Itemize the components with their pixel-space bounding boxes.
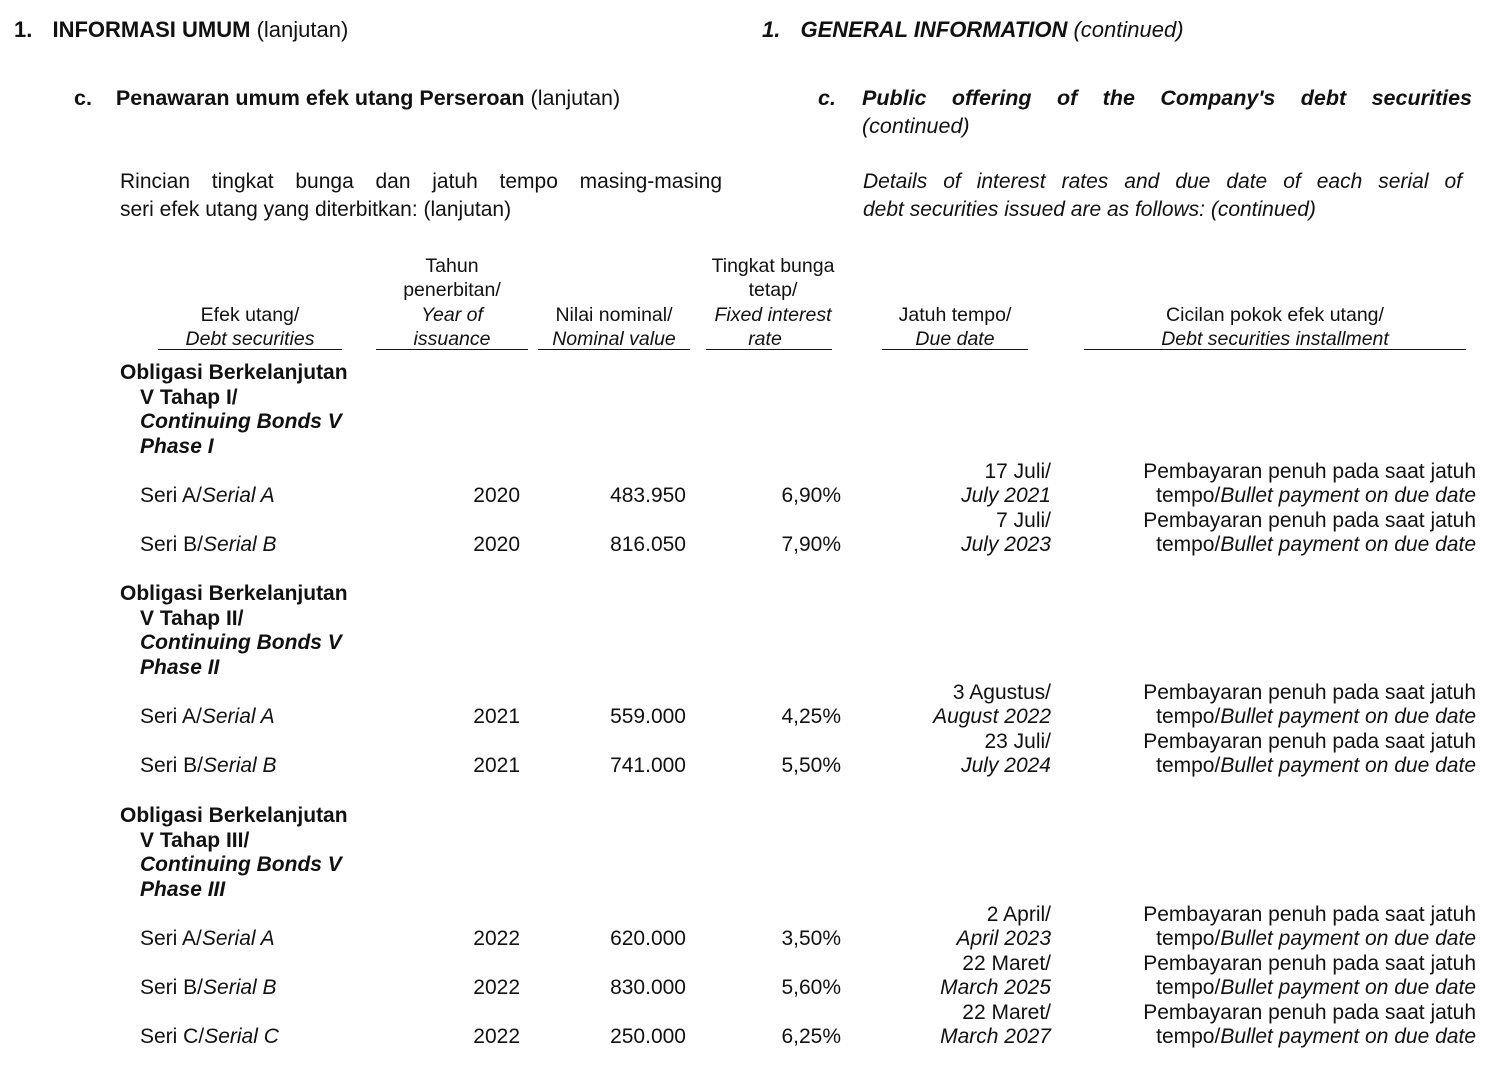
series-en: Serial A <box>201 927 275 950</box>
interest-rate: 6,90% <box>781 484 841 507</box>
due-date-id: 17 Juli/ <box>984 459 1051 483</box>
interest-rate: 4,25% <box>781 705 841 728</box>
interest-rate: 5,50% <box>781 754 841 778</box>
due-date-en: July 2024 <box>961 754 1051 778</box>
nominal-value: 559.000 <box>610 705 686 728</box>
issuance-year: 2021 <box>473 705 520 728</box>
col-underline <box>158 349 342 350</box>
installment-en <box>1080 484 1476 509</box>
section-heading-id <box>14 17 348 43</box>
installment-bullet: Bullet payment on due date <box>1220 927 1476 950</box>
group-title-en: Continuing Bonds V <box>140 631 342 654</box>
installment-id: Pembayaran penuh pada saat jatuh <box>1143 680 1476 704</box>
issuance-year: 2022 <box>473 976 520 1000</box>
due-date-en: August 2022 <box>933 705 1051 728</box>
col-installment-id: Cicilan pokok efek utang/ <box>1166 304 1384 326</box>
installment-bullet: Bullet payment on due date <box>1220 976 1476 1000</box>
group-title-en: Continuing Bonds V <box>140 410 342 433</box>
interest-rate: 6,25% <box>781 1025 841 1049</box>
series-name <box>140 754 277 779</box>
series-en: Serial B <box>203 754 277 778</box>
col-year-id-1: Tahun <box>425 255 479 277</box>
col-rate-id-2: tetap/ <box>748 279 798 301</box>
installment-en <box>1080 754 1476 779</box>
intro-line-1-en: Details of interest rates and due date of each serial of <box>863 170 1462 193</box>
installment-bullet: Bullet payment on due date <box>1220 533 1476 557</box>
nominal-value: 250.000 <box>610 1025 686 1049</box>
installment-bullet: Bullet payment on due date <box>1220 705 1476 728</box>
col-rate-id-1: Tingkat bunga <box>711 255 835 277</box>
interest-rate: 5,60% <box>781 976 841 1000</box>
issuance-year: 2020 <box>473 484 520 507</box>
group-title-en: Continuing Bonds V <box>140 853 342 876</box>
col-due-en: Due date <box>915 328 995 350</box>
issuance-year: 2022 <box>473 1025 520 1049</box>
installment-en <box>1080 1025 1476 1050</box>
subheading-letter: c. <box>74 86 92 110</box>
nominal-value: 620.000 <box>610 927 686 950</box>
installment-id: Pembayaran penuh pada saat jatuh <box>1143 1000 1476 1024</box>
intro-line-2-en: debt securities issued are as follows: (continued) <box>863 198 1316 221</box>
intro-line-1-id: Rincian tingkat bunga dan jatuh tempo masing-masing <box>120 170 722 193</box>
due-date-en: March 2027 <box>940 1025 1051 1049</box>
subheading-title-en: Public offering of the Company's debt securities <box>862 86 1472 110</box>
series-en: Serial B <box>203 976 277 1000</box>
subheading-id <box>74 86 620 111</box>
installment-tempo: tempo/ <box>1156 927 1221 950</box>
series-en: Serial A <box>201 705 275 728</box>
series-id: Seri A/ <box>140 484 202 507</box>
col-year-id-2: penerbitan/ <box>403 279 501 301</box>
installment-tempo: tempo/ <box>1156 484 1221 507</box>
col-nominal-en: Nominal value <box>552 328 676 350</box>
series-name <box>140 1025 279 1050</box>
intro-line-2-id: seri efek utang yang diterbitkan: (lanjutan) <box>120 198 512 221</box>
installment-en <box>1080 533 1476 558</box>
due-date-id: 2 April/ <box>986 902 1051 926</box>
series-id: Seri A/ <box>140 927 202 950</box>
due-date-id: 22 Maret/ <box>962 951 1051 975</box>
col-underline <box>538 349 690 350</box>
section-title: GENERAL INFORMATION <box>800 17 1068 42</box>
due-date-id: 3 Agustus/ <box>952 680 1051 704</box>
installment-tempo: tempo/ <box>1156 1025 1221 1049</box>
series-name <box>140 705 275 730</box>
installment-bullet: Bullet payment on due date <box>1220 754 1476 778</box>
group-title-id: V Tahap III/ <box>140 828 250 852</box>
col-underline <box>882 349 1028 350</box>
col-underline <box>1084 349 1466 350</box>
subheading-title: Penawaran umum efek utang Perseroan <box>115 86 525 110</box>
group-title-id: Obligasi Berkelanjutan <box>120 582 348 605</box>
nominal-value: 816.050 <box>610 533 686 557</box>
installment-bullet: Bullet payment on due date <box>1220 1025 1476 1049</box>
due-date-en: July 2021 <box>961 484 1051 507</box>
issuance-year: 2022 <box>473 927 520 950</box>
issuance-year: 2021 <box>473 754 520 778</box>
col-underline <box>706 349 832 350</box>
installment-tempo: tempo/ <box>1156 533 1221 557</box>
subheading-letter-en: c. <box>818 86 836 110</box>
installment-id: Pembayaran penuh pada saat jatuh <box>1143 951 1476 975</box>
due-date-en: April 2023 <box>956 927 1051 950</box>
series-name <box>140 976 277 1001</box>
group-title-id: V Tahap I/ <box>140 385 238 409</box>
group-title-id: Obligasi Berkelanjutan <box>120 804 348 827</box>
series-name <box>140 484 275 509</box>
col-securities-en: Debt securities <box>185 328 315 350</box>
due-date-id: 22 Maret/ <box>962 1000 1051 1024</box>
col-underline <box>376 349 528 350</box>
due-date-en: July 2023 <box>961 533 1051 557</box>
section-title: INFORMASI UMUM <box>52 17 251 42</box>
col-year-en-1: Year of <box>421 304 483 326</box>
series-id: Seri A/ <box>140 705 202 728</box>
series-id: Seri C/ <box>140 1025 205 1049</box>
installment-id: Pembayaran penuh pada saat jatuh <box>1143 459 1476 483</box>
installment-bullet: Bullet payment on due date <box>1220 484 1476 507</box>
installment-tempo: tempo/ <box>1156 705 1221 728</box>
issuance-year: 2020 <box>473 533 520 557</box>
interest-rate: 3,50% <box>781 927 841 950</box>
col-nominal-id: Nilai nominal/ <box>555 304 673 326</box>
section-heading-en <box>762 17 1184 43</box>
series-en: Serial A <box>201 484 275 507</box>
installment-tempo: tempo/ <box>1156 754 1221 778</box>
nominal-value: 830.000 <box>610 976 686 1000</box>
nominal-value: 483.950 <box>610 484 686 507</box>
section-number: 1. <box>14 17 33 42</box>
col-securities-id: Efek utang/ <box>200 304 300 326</box>
installment-tempo: tempo/ <box>1156 976 1221 1000</box>
interest-rate: 7,90% <box>781 533 841 557</box>
installment-id: Pembayaran penuh pada saat jatuh <box>1143 508 1476 532</box>
series-id: Seri B/ <box>140 976 204 1000</box>
subheading-continued: (lanjutan) <box>530 86 621 110</box>
section-continued: (lanjutan) <box>256 17 349 42</box>
group-title-id: V Tahap II/ <box>140 606 244 630</box>
installment-en <box>1080 705 1476 730</box>
due-date-id: 7 Juli/ <box>996 508 1051 532</box>
col-installment-en: Debt securities installment <box>1161 328 1389 350</box>
due-date-id: 23 Juli/ <box>984 729 1051 753</box>
series-en: Serial B <box>203 533 277 557</box>
group-title-id: Obligasi Berkelanjutan <box>120 361 348 384</box>
group-title-en: Phase I <box>140 434 214 458</box>
section-continued: (continued) <box>1073 17 1184 42</box>
series-name <box>140 927 275 952</box>
group-title-en: Phase III <box>140 877 226 901</box>
installment-en <box>1080 927 1476 952</box>
col-year-en-2: issuance <box>413 328 491 350</box>
subheading-continued-en: (continued) <box>862 114 970 138</box>
nominal-value: 741.000 <box>610 754 686 778</box>
installment-id: Pembayaran penuh pada saat jatuh <box>1143 729 1476 753</box>
col-rate-en-2: rate <box>748 328 782 350</box>
col-rate-en-1: Fixed interest <box>714 304 832 326</box>
group-title-en: Phase II <box>140 655 220 679</box>
installment-en <box>1080 976 1476 1001</box>
series-name <box>140 533 277 558</box>
series-en: Serial C <box>204 1025 279 1049</box>
series-id: Seri B/ <box>140 754 204 778</box>
installment-id: Pembayaran penuh pada saat jatuh <box>1143 902 1476 926</box>
due-date-en: March 2025 <box>940 976 1051 1000</box>
section-number: 1. <box>762 17 781 42</box>
col-due-id: Jatuh tempo/ <box>898 304 1012 326</box>
series-id: Seri B/ <box>140 533 204 557</box>
